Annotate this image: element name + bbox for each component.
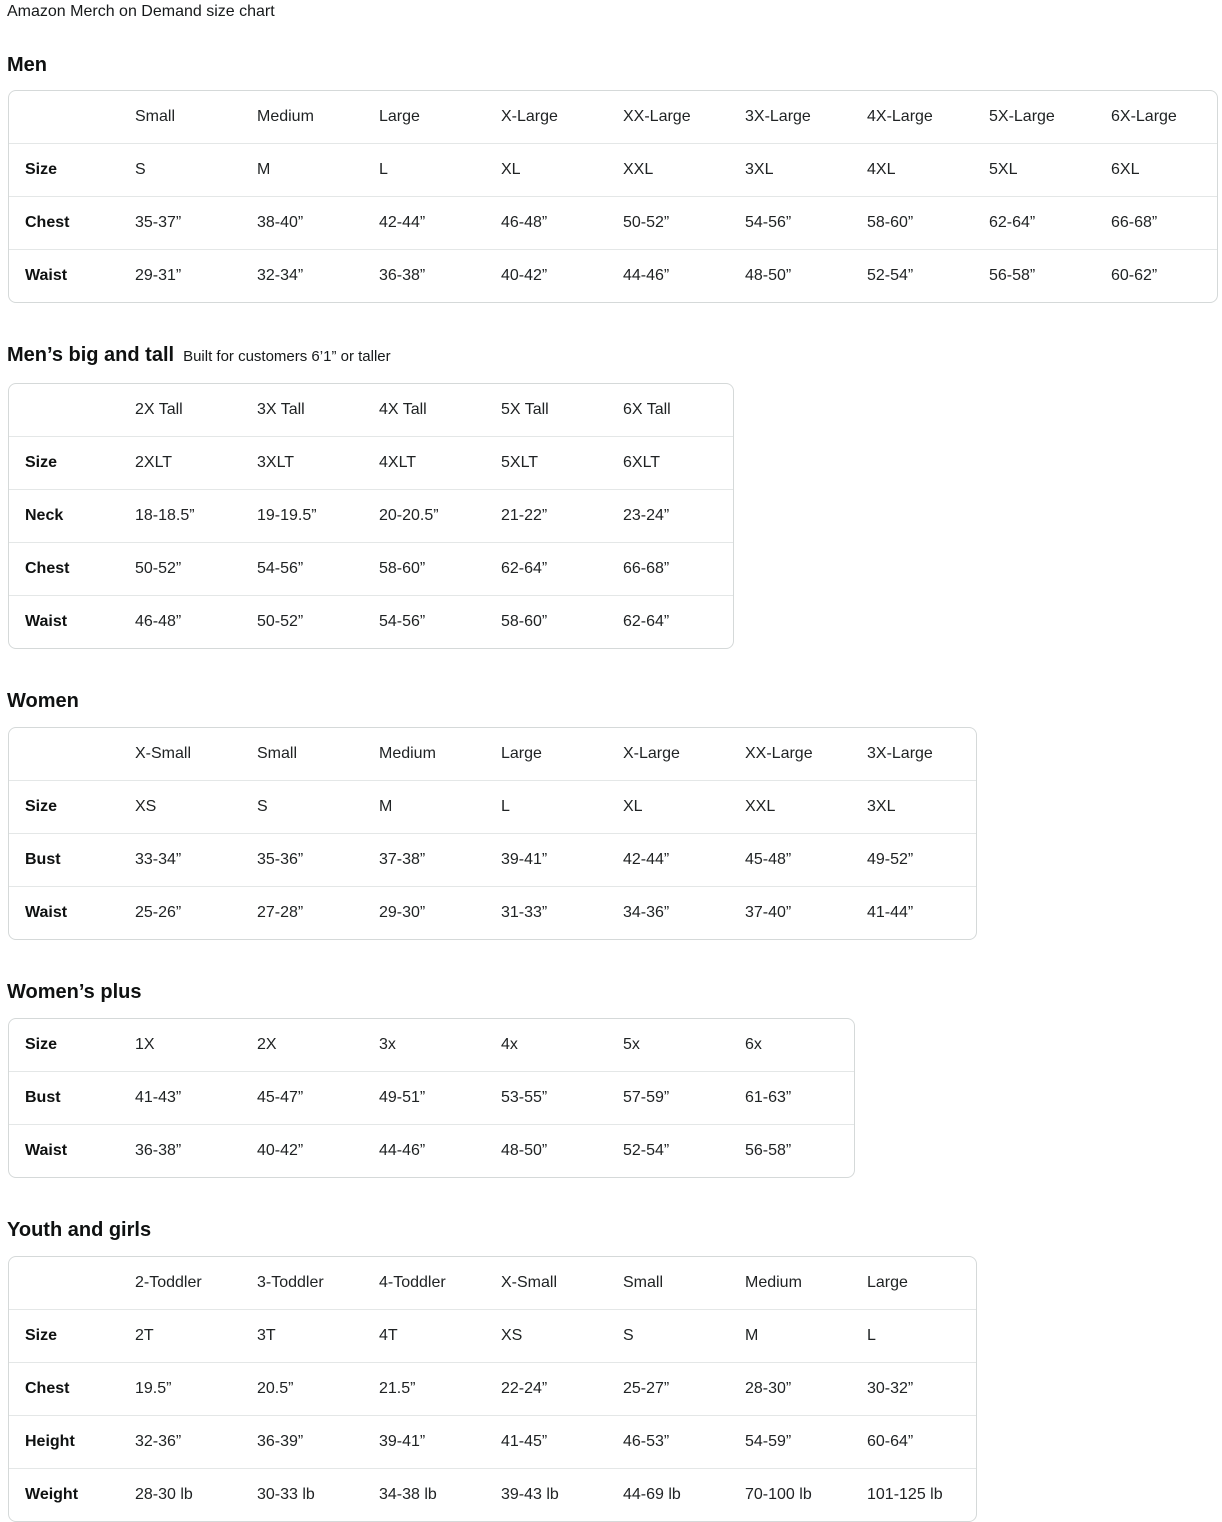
column-header: 4X Tall [379, 401, 427, 418]
womens-plus-size-table [8, 1018, 855, 1178]
size-cell: 29-30” [379, 904, 426, 921]
table-row [9, 197, 1217, 250]
row-label: Size [25, 161, 58, 178]
section-youth-and-girls [7, 1218, 1222, 1522]
size-cell: XL [623, 798, 643, 815]
size-cell: 36-38” [379, 267, 426, 284]
size-cell: 54-56” [379, 613, 426, 630]
heading-text: Men’s big and tall [7, 344, 175, 366]
table-row [9, 781, 976, 834]
size-cell: 39-43 lb [501, 1486, 559, 1503]
size-cell: 6x [745, 1036, 762, 1053]
size-cell: 45-48” [745, 851, 792, 868]
section-mens-big-and-tall [7, 343, 1222, 649]
size-cell: L [501, 798, 510, 815]
size-cell: 66-68” [623, 560, 670, 577]
size-cell: 48-50” [745, 267, 792, 284]
size-cell: M [379, 798, 393, 815]
size-cell: 56-58” [745, 1142, 792, 1159]
size-cell: 46-48” [135, 613, 182, 630]
size-cell: S [257, 798, 268, 815]
row-label: Bust [25, 851, 61, 868]
size-cell: 30-33 lb [257, 1486, 315, 1503]
size-cell: XXL [745, 798, 776, 815]
size-cell: 41-43” [135, 1089, 182, 1106]
heading-text: Women [7, 690, 79, 712]
size-cell: 32-36” [135, 1433, 182, 1450]
mens-big-and-tall-size-table [8, 383, 734, 649]
column-header-row [9, 91, 1217, 144]
heading-text: Youth and girls [7, 1219, 152, 1241]
column-header: 3-Toddler [257, 1274, 324, 1291]
size-cell: 48-50” [501, 1142, 548, 1159]
size-cell: S [623, 1327, 634, 1344]
size-cell: 42-44” [379, 214, 426, 231]
corner-cell [9, 91, 135, 144]
size-cell: 66-68” [1111, 214, 1158, 231]
size-table-grid [9, 384, 733, 648]
size-cell: 60-64” [867, 1433, 914, 1450]
row-label: Chest [25, 560, 70, 577]
size-cell: 62-64” [501, 560, 548, 577]
row-label: Waist [25, 267, 68, 284]
size-cell: 2T [135, 1327, 154, 1344]
size-cell: 27-28” [257, 904, 304, 921]
section-heading-men [7, 53, 1222, 77]
size-cell: L [867, 1327, 876, 1344]
table-row [9, 834, 976, 887]
size-cell: 28-30 lb [135, 1486, 193, 1503]
column-header: 4-Toddler [379, 1274, 446, 1291]
section-heading-mens-big-and-tall [7, 343, 1222, 369]
column-header: 6X-Large [1111, 108, 1177, 125]
size-cell: 54-56” [257, 560, 304, 577]
size-cell: 33-34” [135, 851, 182, 868]
size-cell: 28-30” [745, 1380, 792, 1397]
size-cell: 44-46” [379, 1142, 426, 1159]
size-cell: 62-64” [623, 613, 670, 630]
size-cell: 2XLT [135, 454, 173, 471]
heading-text: Women’s plus [7, 981, 142, 1003]
table-row [9, 543, 733, 596]
size-table-grid [9, 1257, 976, 1521]
column-header: Large [379, 108, 420, 125]
size-cell: 46-53” [623, 1433, 670, 1450]
column-header: 6X Tall [623, 401, 671, 418]
size-cell: 44-69 lb [623, 1486, 681, 1503]
size-cell: 4x [501, 1036, 518, 1053]
row-label: Waist [25, 904, 68, 921]
column-header: X-Large [623, 745, 680, 762]
row-label: Height [25, 1433, 75, 1450]
column-header: Small [257, 745, 298, 762]
row-label: Size [25, 798, 58, 815]
column-header: 3X Tall [257, 401, 305, 418]
size-cell: 44-46” [623, 267, 670, 284]
size-cell: 35-36” [257, 851, 304, 868]
size-cell: 57-59” [623, 1089, 670, 1106]
corner-cell [9, 1257, 135, 1310]
size-table-grid [9, 728, 976, 939]
row-label: Bust [25, 1089, 61, 1106]
size-cell: 56-58” [989, 267, 1036, 284]
size-cell: 58-60” [501, 613, 548, 630]
size-cell: 41-45” [501, 1433, 548, 1450]
size-cell: 39-41” [379, 1433, 426, 1450]
size-table-grid [9, 1019, 854, 1177]
size-cell: 61-63” [745, 1089, 792, 1106]
size-cell: 31-33” [501, 904, 548, 921]
size-cell: 60-62” [1111, 267, 1158, 284]
column-header: XX-Large [745, 745, 813, 762]
size-table-grid [9, 91, 1217, 302]
column-header: XX-Large [623, 108, 691, 125]
size-cell: 6XL [1111, 161, 1140, 178]
table-row [9, 887, 976, 940]
table-row [9, 437, 733, 490]
row-label: Size [25, 1327, 58, 1344]
table-row [9, 1019, 854, 1072]
size-cell: 25-27” [623, 1380, 670, 1397]
table-row [9, 144, 1217, 197]
column-header: 4X-Large [867, 108, 933, 125]
size-cell: 50-52” [257, 613, 304, 630]
size-cell: 42-44” [623, 851, 670, 868]
size-cell: 3x [379, 1036, 396, 1053]
size-cell: 4XL [867, 161, 896, 178]
size-cell: 1X [135, 1036, 155, 1053]
column-header: 5X Tall [501, 401, 549, 418]
size-cell: 54-56” [745, 214, 792, 231]
heading-text: Men [7, 54, 47, 76]
size-cell: 30-32” [867, 1380, 914, 1397]
youth-and-girls-size-table [8, 1256, 977, 1522]
size-cell: XXL [623, 161, 654, 178]
size-cell: 20-20.5” [379, 507, 439, 524]
column-header: 3X-Large [745, 108, 811, 125]
column-header: Medium [745, 1274, 802, 1291]
size-cell: 35-37” [135, 214, 182, 231]
size-cell: 37-40” [745, 904, 792, 921]
table-row [9, 1469, 976, 1522]
section-women [7, 689, 1222, 940]
column-header: X-Small [501, 1274, 558, 1291]
size-cell: 32-34” [257, 267, 304, 284]
size-cell: 22-24” [501, 1380, 548, 1397]
size-cell: XL [501, 161, 521, 178]
corner-cell [9, 384, 135, 437]
table-row [9, 1363, 976, 1416]
size-cell: 45-47” [257, 1089, 304, 1106]
section-heading-womens-plus [7, 980, 1222, 1004]
size-cell: 5x [623, 1036, 640, 1053]
size-cell: 49-51” [379, 1089, 426, 1106]
table-row [9, 250, 1217, 303]
size-cell: 2X [257, 1036, 277, 1053]
table-row [9, 490, 733, 543]
row-label: Size [25, 454, 58, 471]
column-header: 2-Toddler [135, 1274, 202, 1291]
table-row [9, 1310, 976, 1363]
size-cell: XS [501, 1327, 523, 1344]
size-cell: 41-44” [867, 904, 914, 921]
size-cell: 36-38” [135, 1142, 182, 1159]
size-cell: 40-42” [501, 267, 548, 284]
column-header: Large [501, 745, 542, 762]
size-cell: 53-55” [501, 1089, 548, 1106]
table-row [9, 1125, 854, 1178]
section-heading-women [7, 689, 1222, 713]
men-size-table [8, 90, 1218, 303]
column-header: Small [623, 1274, 664, 1291]
section-womens-plus [7, 980, 1222, 1178]
size-cell: 4T [379, 1327, 398, 1344]
size-cell: 52-54” [867, 267, 914, 284]
column-header: Small [135, 108, 176, 125]
column-header: Medium [379, 745, 436, 762]
size-cell: 37-38” [379, 851, 426, 868]
row-label: Waist [25, 1142, 68, 1159]
size-cell: 3XL [867, 798, 896, 815]
column-header: Large [867, 1274, 908, 1291]
size-cell: 5XLT [501, 454, 539, 471]
size-cell: 3T [257, 1327, 276, 1344]
table-row [9, 1072, 854, 1125]
row-label: Size [25, 1036, 58, 1053]
size-cell: 25-26” [135, 904, 182, 921]
size-cell: 20.5” [257, 1380, 294, 1397]
size-cell: 19.5” [135, 1380, 172, 1397]
size-cell: 52-54” [623, 1142, 670, 1159]
size-cell: 50-52” [135, 560, 182, 577]
row-label: Neck [25, 507, 64, 524]
table-row [9, 1416, 976, 1469]
row-label: Waist [25, 613, 68, 630]
size-cell: 6XLT [623, 454, 661, 471]
row-label: Chest [25, 214, 70, 231]
table-row [9, 596, 733, 649]
size-cell: 3XLT [257, 454, 295, 471]
size-cell: 21-22” [501, 507, 548, 524]
size-cell: M [257, 161, 271, 178]
size-cell: 23-24” [623, 507, 670, 524]
size-cell: 70-100 lb [745, 1486, 812, 1503]
size-cell: 18-18.5” [135, 507, 195, 524]
size-cell: 19-19.5” [257, 507, 317, 524]
section-heading-youth-and-girls [7, 1218, 1222, 1242]
column-header: 2X Tall [135, 401, 183, 418]
size-cell: S [135, 161, 146, 178]
row-label: Chest [25, 1380, 70, 1397]
column-header-row [9, 728, 976, 781]
size-cell: M [745, 1327, 759, 1344]
size-cell: 34-36” [623, 904, 670, 921]
section-men [7, 53, 1222, 303]
size-cell: XS [135, 798, 157, 815]
women-size-table [8, 727, 977, 940]
size-cell: 58-60” [867, 214, 914, 231]
column-header: X-Large [501, 108, 558, 125]
column-header: X-Small [135, 745, 192, 762]
size-cell: 38-40” [257, 214, 304, 231]
row-label: Weight [25, 1486, 79, 1503]
size-cell: 40-42” [257, 1142, 304, 1159]
size-cell: 49-52” [867, 851, 914, 868]
size-cell: 34-38 lb [379, 1486, 437, 1503]
size-cell: 62-64” [989, 214, 1036, 231]
heading-subtitle: Built for customers 6’1” or taller [183, 348, 391, 365]
size-cell: L [379, 161, 388, 178]
page-title: Amazon Merch on Demand size chart [7, 3, 275, 20]
column-header: Medium [257, 108, 314, 125]
size-cell: 4XLT [379, 454, 417, 471]
size-cell: 29-31” [135, 267, 182, 284]
size-cell: 54-59” [745, 1433, 792, 1450]
column-header-row [9, 1257, 976, 1310]
size-cell: 3XL [745, 161, 774, 178]
column-header: 5X-Large [989, 108, 1055, 125]
size-cell: 21.5” [379, 1380, 416, 1397]
size-cell: 50-52” [623, 214, 670, 231]
column-header: 3X-Large [867, 745, 933, 762]
size-cell: 5XL [989, 161, 1018, 178]
size-cell: 39-41” [501, 851, 548, 868]
size-cell: 46-48” [501, 214, 548, 231]
corner-cell [9, 728, 135, 781]
column-header-row [9, 384, 733, 437]
size-cell: 58-60” [379, 560, 426, 577]
size-cell: 101-125 lb [867, 1486, 943, 1503]
size-cell: 36-39” [257, 1433, 304, 1450]
